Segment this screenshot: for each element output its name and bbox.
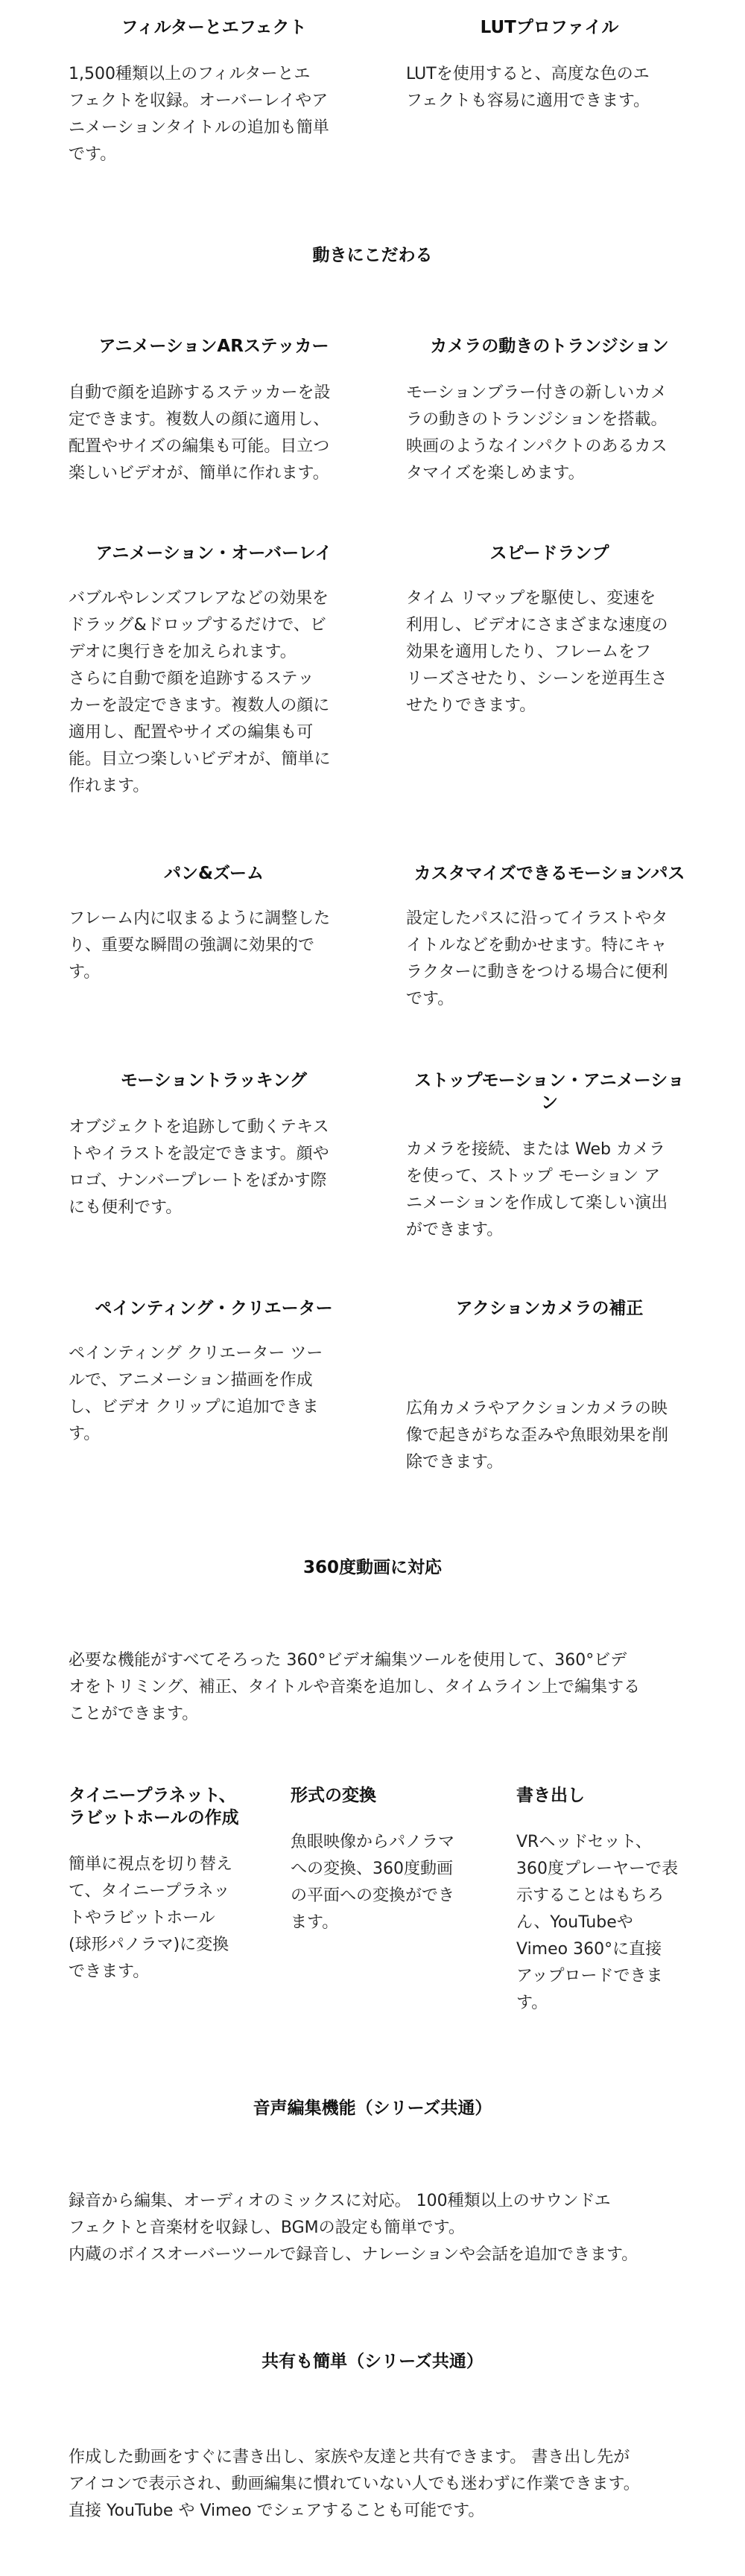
feature-title-lut: LUTプロファイル (480, 18, 619, 37)
feature-body-speed-ramp: タイム リマップを駆使し、変速を 利用し、ビデオにさまざまな速度の 効果を適用したり、フレームをフ リーズさせたり、シーンを逆再生さ せたりできます。 (406, 589, 668, 715)
feature-body-action-cam: 広角カメラやアクションカメラの映 像で起きがちな歪みや魚眼効果を削 除できます。 (406, 1399, 669, 1472)
section-body-audio: 録音から編集、オーディオのミックスに対応。 100種類以上のサウンドエ フェクトと音楽材を収録し、BGMの設定も簡単です。 内蔵のボイスオーバーツールで録音し、ナレーションや会話を追加できます。 (69, 2192, 638, 2264)
feature-body-filters: 1,500種類以上のフィルターとエ フェクトを収録。オーバーレイやア ニメーションタイトルの追加も簡単 です。 (69, 65, 329, 164)
section-heading-motion: 動きにこだわる (312, 246, 433, 265)
feature-title-speed-ramp: スピードランプ (489, 544, 609, 563)
feature-body-stop-motion: カメラを接続、または Web カメラ を使って、ストップ モーション ア ニメーションを作成して楽しい演出 ができます。 (406, 1140, 668, 1239)
feature-title-pan-zoom: パン&ズーム (164, 864, 264, 883)
feature-title-format-convert: 形式の変換 (291, 1786, 376, 1805)
feature-title-stop-motion: ストップモーション・アニメーショ ン (414, 1071, 685, 1113)
feature-title-tiny-planet: タイニープラネット、 ラビットホールの作成 (69, 1786, 239, 1828)
feature-body-pan-zoom: フレーム内に収まるように調整した り、重要な瞬間の強調に効果的で す。 (69, 909, 331, 982)
feature-body-lut: LUTを使用すると、高度な色のエ フェクトも容易に適用できます。 (406, 65, 650, 110)
feature-body-format-convert: 魚眼映像からパノラマ への変換、360度動画 の平面への変換ができ ます。 (291, 1833, 455, 1932)
section-heading-audio: 音声編集機能（シリーズ共通） (253, 2099, 492, 2118)
feature-body-painting-creator: ペインティング クリエーター ツー ルで、アニメーション描画を作成 し、ビデオ クリップに追加できま す。 (69, 1344, 323, 1443)
feature-title-animated-overlay: アニメーション・オーバーレイ (95, 544, 332, 563)
feature-title-action-cam: アクションカメラの補正 (455, 1299, 644, 1318)
section-heading-share: 共有も簡単（シリーズ共通） (261, 2352, 484, 2371)
feature-title-painting-creator: ペインティング・クリエーター (95, 1299, 333, 1318)
section-body-share: 作成した動画をすぐに書き出し、家族や友達と共有できます。 書き出し先が アイコンで表示され、動画編集に慣れていない人でも迷わずに作業できます。 直接 YouTube や Vimeo でシェアすることも可能です。 (69, 2448, 640, 2520)
feature-title-filters: フィルターとエフェクト (121, 18, 307, 37)
feature-body-motion-path: 設定したパスに沿ってイラストやタ イトルなどを動かせます。特にキャ ラクターに動きをつける場合に便利 です。 (406, 909, 668, 1008)
section-intro-360: 必要な機能がすべてそろった 360°ビデオ編集ツールを使用して、360°ビデ オをトリミング、補正、タイトルや音楽を追加し、タイムライン上で編集する ことができます。 (69, 1651, 641, 1723)
feature-title-ar-sticker: アニメーションARステッカー (98, 337, 329, 356)
feature-title-motion-tracking: モーショントラッキング (120, 1071, 307, 1090)
feature-title-export: 書き出し (516, 1786, 585, 1805)
feature-body-motion-tracking: オブジェクトを追跡して動くテキス トやイラストを設定できます。顔や ロゴ、ナンバープレートをぼかす際 にも便利です。 (69, 1118, 329, 1217)
section-heading-360: 360度動画に対応 (302, 1558, 442, 1577)
feature-body-animated-overlay: バブルやレンズフレアなどの効果を ドラッグ&ドロップするだけで、ビ デオに奥行きを加えられます。 さらに自動で顔を追跡するステッ カーを設定できます。複数人の顔に 適用し、配置やサイズの編集も可 能。目立つ楽しいビデオが、簡単に 作れます。 (69, 589, 331, 795)
feature-title-motion-path: カスタマイズできるモーションパス (413, 864, 685, 883)
feature-body-tiny-planet: 簡単に視点を切り替え て、タイニープラネッ トやラビットホール (球形パノラマ)に変換 できます。 (69, 1855, 233, 1981)
feature-body-export: VRヘッドセット、 360度プレーヤーで表 示することはもちろ ん、YouTubeや Vimeo 360°に直接 アップロードできま す。 (516, 1833, 679, 2012)
feature-title-camera-transition: カメラの動きのトランジション (430, 337, 669, 356)
feature-body-camera-transition: モーションブラー付きの新しいカメ ラの動きのトランジションを搭載。 映画のようなインパクトのあるカス タマイズを楽しめます。 (406, 384, 668, 483)
feature-body-ar-sticker: 自動で顔を追跡するステッカーを設 定できます。複数人の顔に適用し、 配置やサイズの編集も可能。目立つ 楽しいビデオが、簡単に作れます。 (69, 384, 331, 483)
